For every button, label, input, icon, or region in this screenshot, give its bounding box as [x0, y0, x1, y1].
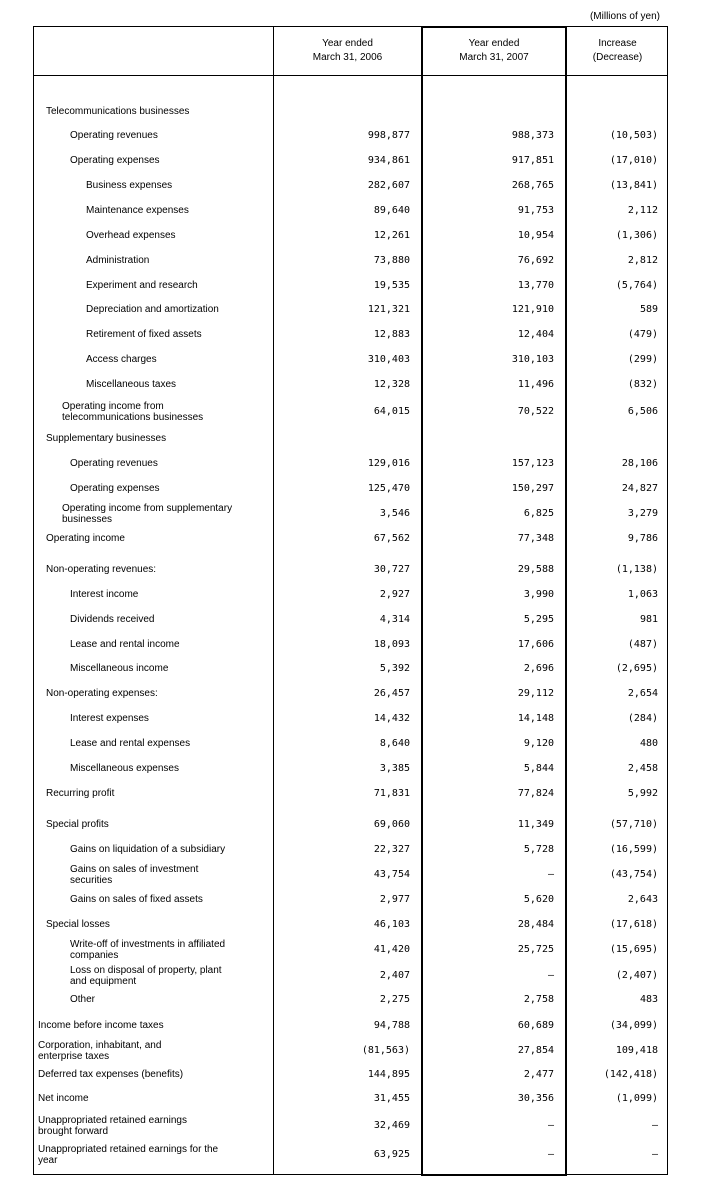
units-note: (Millions of yen)	[589, 11, 660, 22]
value-fy2007: 2,758	[523, 994, 554, 1005]
row-label: Lease and rental expenses	[70, 738, 191, 749]
value-change: (5,764)	[615, 280, 658, 291]
column-divider	[273, 27, 274, 1174]
row-label: Administration	[86, 255, 150, 266]
row-label: Operating income	[46, 533, 125, 544]
row-label: Experiment and research	[86, 280, 198, 291]
value-fy2007: –	[547, 1149, 554, 1160]
value-change: (479)	[627, 329, 658, 340]
row-label: Recurring profit	[46, 788, 115, 799]
value-fy2006: 121,321	[367, 304, 410, 315]
header-change-line1: Increase	[598, 38, 637, 49]
value-change: (15,695)	[609, 944, 658, 955]
value-fy2006: 43,754	[373, 869, 410, 880]
value-change: 2,458	[627, 763, 658, 774]
value-fy2006: 19,535	[373, 280, 410, 291]
value-fy2006: 18,093	[373, 639, 410, 650]
value-fy2006: 282,607	[367, 180, 410, 191]
value-change: 483	[639, 994, 658, 1005]
income-statement-table	[33, 26, 668, 1175]
value-fy2007: 9,120	[523, 738, 554, 749]
value-change: (1,099)	[615, 1093, 658, 1104]
row-label: Special losses	[46, 919, 110, 930]
header-change-line2: (Decrease)	[592, 52, 643, 63]
value-fy2006: 89,640	[373, 205, 410, 216]
value-fy2006: 26,457	[373, 688, 410, 699]
value-fy2007: 3,990	[523, 589, 554, 600]
value-change: 2,112	[627, 205, 658, 216]
value-fy2007: 29,112	[517, 688, 554, 699]
value-fy2006: 2,927	[379, 589, 410, 600]
value-fy2007: 157,123	[511, 458, 554, 469]
value-fy2006: 64,015	[373, 406, 410, 417]
row-label: Operating expenses	[70, 483, 160, 494]
value-fy2006: 22,327	[373, 844, 410, 855]
value-fy2007: 29,588	[517, 564, 554, 575]
value-change: (299)	[627, 354, 658, 365]
row-label: Net income	[38, 1093, 89, 1104]
value-fy2007: 27,854	[517, 1045, 554, 1056]
value-fy2006: 14,432	[373, 713, 410, 724]
value-fy2007: 70,522	[517, 406, 554, 417]
row-label: Telecommunications businesses	[46, 106, 190, 117]
row-label: Business expenses	[86, 180, 173, 191]
value-fy2006: 4,314	[379, 614, 410, 625]
value-fy2007: –	[547, 970, 554, 981]
value-fy2006: 3,546	[379, 508, 410, 519]
value-change: 480	[639, 738, 658, 749]
header-fy2007-line1: Year ended	[468, 38, 520, 49]
header-fy2007-line2: March 31, 2007	[459, 52, 529, 63]
value-fy2007: –	[547, 1120, 554, 1131]
value-change: 2,643	[627, 894, 658, 905]
value-change: 9,786	[627, 533, 658, 544]
value-fy2007: 6,825	[523, 508, 554, 519]
value-fy2006: 73,880	[373, 255, 410, 266]
value-fy2006: 934,861	[367, 155, 410, 166]
value-fy2006: 67,562	[373, 533, 410, 544]
value-change: (2,695)	[615, 663, 658, 674]
value-fy2007: 60,689	[517, 1020, 554, 1031]
value-change: (17,010)	[609, 155, 658, 166]
value-fy2007: 2,477	[523, 1069, 554, 1080]
row-label: Supplementary businesses	[46, 433, 167, 444]
value-fy2007: 28,484	[517, 919, 554, 930]
value-fy2006: 144,895	[367, 1069, 410, 1080]
value-fy2006: 2,275	[379, 994, 410, 1005]
value-fy2006: 12,261	[373, 230, 410, 241]
row-label: Special profits	[46, 819, 109, 830]
row-label: Deferred tax expenses (benefits)	[38, 1069, 184, 1080]
row-label: Interest income	[70, 589, 139, 600]
value-fy2006: 2,407	[379, 970, 410, 981]
row-label: Operating revenues	[70, 458, 158, 469]
value-fy2007: 5,728	[523, 844, 554, 855]
row-label: Depreciation and amortization	[86, 304, 219, 315]
value-change: (142,418)	[603, 1069, 658, 1080]
value-fy2007: 17,606	[517, 639, 554, 650]
row-label: Gains on liquidation of a subsidiary	[70, 844, 226, 855]
value-fy2006: 69,060	[373, 819, 410, 830]
value-change: 109,418	[615, 1045, 658, 1056]
value-change: 589	[639, 304, 658, 315]
row-label: Gains on sales of fixed assets	[70, 894, 203, 905]
row-label: Miscellaneous expenses	[70, 763, 179, 774]
value-change: 981	[639, 614, 658, 625]
row-label: Income before income taxes	[38, 1020, 164, 1031]
value-fy2006: 71,831	[373, 788, 410, 799]
value-fy2007: 5,620	[523, 894, 554, 905]
value-fy2007: 150,297	[511, 483, 554, 494]
value-fy2007: 121,910	[511, 304, 554, 315]
value-fy2006: 41,420	[373, 944, 410, 955]
value-change: (17,618)	[609, 919, 658, 930]
row-label: Unappropriated retained earnings brought forward	[38, 1115, 187, 1137]
value-change: 24,827	[621, 483, 658, 494]
value-fy2006: 8,640	[379, 738, 410, 749]
value-fy2007: 988,373	[511, 130, 554, 141]
value-fy2007: 11,496	[517, 379, 554, 390]
value-change: (1,138)	[615, 564, 658, 575]
row-label: Corporation, inhabitant, and enterprise taxes	[38, 1040, 162, 1062]
row-label: Non-operating revenues:	[46, 564, 157, 575]
value-fy2007: 2,696	[523, 663, 554, 674]
value-fy2007: 5,844	[523, 763, 554, 774]
value-fy2007: 13,770	[517, 280, 554, 291]
value-fy2006: 5,392	[379, 663, 410, 674]
value-fy2007: 77,348	[517, 533, 554, 544]
value-fy2007: 11,349	[517, 819, 554, 830]
value-fy2006: 46,103	[373, 919, 410, 930]
value-fy2006: 310,403	[367, 354, 410, 365]
value-change: (16,599)	[609, 844, 658, 855]
value-fy2006: 31,455	[373, 1093, 410, 1104]
value-change: (284)	[627, 713, 658, 724]
value-fy2007: 12,404	[517, 329, 554, 340]
value-fy2007: –	[547, 869, 554, 880]
value-fy2007: 25,725	[517, 944, 554, 955]
row-label: Operating income from supplementary businesses	[62, 503, 233, 525]
row-label: Maintenance expenses	[86, 205, 189, 216]
row-label: Non-operating expenses:	[46, 688, 158, 699]
value-fy2007: 5,295	[523, 614, 554, 625]
value-change: 2,812	[627, 255, 658, 266]
value-fy2006: 129,016	[367, 458, 410, 469]
value-change: –	[651, 1120, 658, 1131]
value-change: (43,754)	[609, 869, 658, 880]
value-change: (10,503)	[609, 130, 658, 141]
header-fy2006-line2: March 31, 2006	[312, 52, 383, 63]
row-label: Dividends received	[70, 614, 155, 625]
value-fy2007: 310,103	[511, 354, 554, 365]
row-label: Access charges	[86, 354, 157, 365]
header-change	[567, 37, 668, 65]
value-fy2006: 12,883	[373, 329, 410, 340]
row-label: Gains on sales of investment securities	[70, 864, 199, 886]
value-change: 5,992	[627, 788, 658, 799]
value-fy2007: 77,824	[517, 788, 554, 799]
value-fy2006: 2,977	[379, 894, 410, 905]
row-label: Interest expenses	[70, 713, 149, 724]
value-change: (1,306)	[615, 230, 658, 241]
row-label: Loss on disposal of property, plant and equipment	[70, 965, 222, 987]
value-change: 1,063	[627, 589, 658, 600]
value-fy2007: 91,753	[517, 205, 554, 216]
value-fy2006: 30,727	[373, 564, 410, 575]
value-fy2007: 14,148	[517, 713, 554, 724]
value-fy2006: 32,469	[373, 1120, 410, 1131]
value-change: 3,279	[627, 508, 658, 519]
value-change: (34,099)	[609, 1020, 658, 1031]
row-label: Overhead expenses	[86, 230, 176, 241]
header-fy2006-line1: Year ended	[322, 38, 373, 49]
row-label: Retirement of fixed assets	[86, 329, 202, 340]
value-change: (2,407)	[615, 970, 658, 981]
header-fy2006	[274, 37, 421, 65]
value-fy2007: 268,765	[511, 180, 554, 191]
value-fy2006: 63,925	[373, 1149, 410, 1160]
value-fy2007: 10,954	[517, 230, 554, 241]
header-divider	[34, 75, 667, 76]
value-fy2007: 30,356	[517, 1093, 554, 1104]
value-fy2006: 125,470	[367, 483, 410, 494]
value-change: (57,710)	[609, 819, 658, 830]
value-fy2006: 12,328	[373, 379, 410, 390]
value-fy2006: 94,788	[373, 1020, 410, 1031]
value-fy2006: (81,563)	[361, 1045, 410, 1056]
value-fy2007: 917,851	[511, 155, 554, 166]
value-change: (13,841)	[609, 180, 658, 191]
row-label: Operating revenues	[70, 130, 158, 141]
value-change: (832)	[627, 379, 658, 390]
value-fy2006: 3,385	[379, 763, 410, 774]
value-change: (487)	[627, 639, 658, 650]
value-change: 6,506	[627, 406, 658, 417]
value-change: –	[651, 1149, 658, 1160]
row-label: Miscellaneous taxes	[86, 379, 177, 390]
row-label: Unappropriated retained earnings for the year	[38, 1144, 219, 1166]
value-change: 2,654	[627, 688, 658, 699]
row-label: Write-off of investments in affiliated companies	[70, 939, 226, 961]
row-label: Operating expenses	[70, 155, 160, 166]
row-label: Lease and rental income	[70, 639, 180, 650]
header-fy2007	[423, 37, 565, 65]
value-change: 28,106	[621, 458, 658, 469]
row-label: Miscellaneous income	[70, 663, 169, 674]
value-fy2007: 76,692	[517, 255, 554, 266]
row-label: Operating income from telecommunications businesses	[62, 401, 204, 423]
row-label: Other	[70, 994, 96, 1005]
value-fy2006: 998,877	[367, 130, 410, 141]
